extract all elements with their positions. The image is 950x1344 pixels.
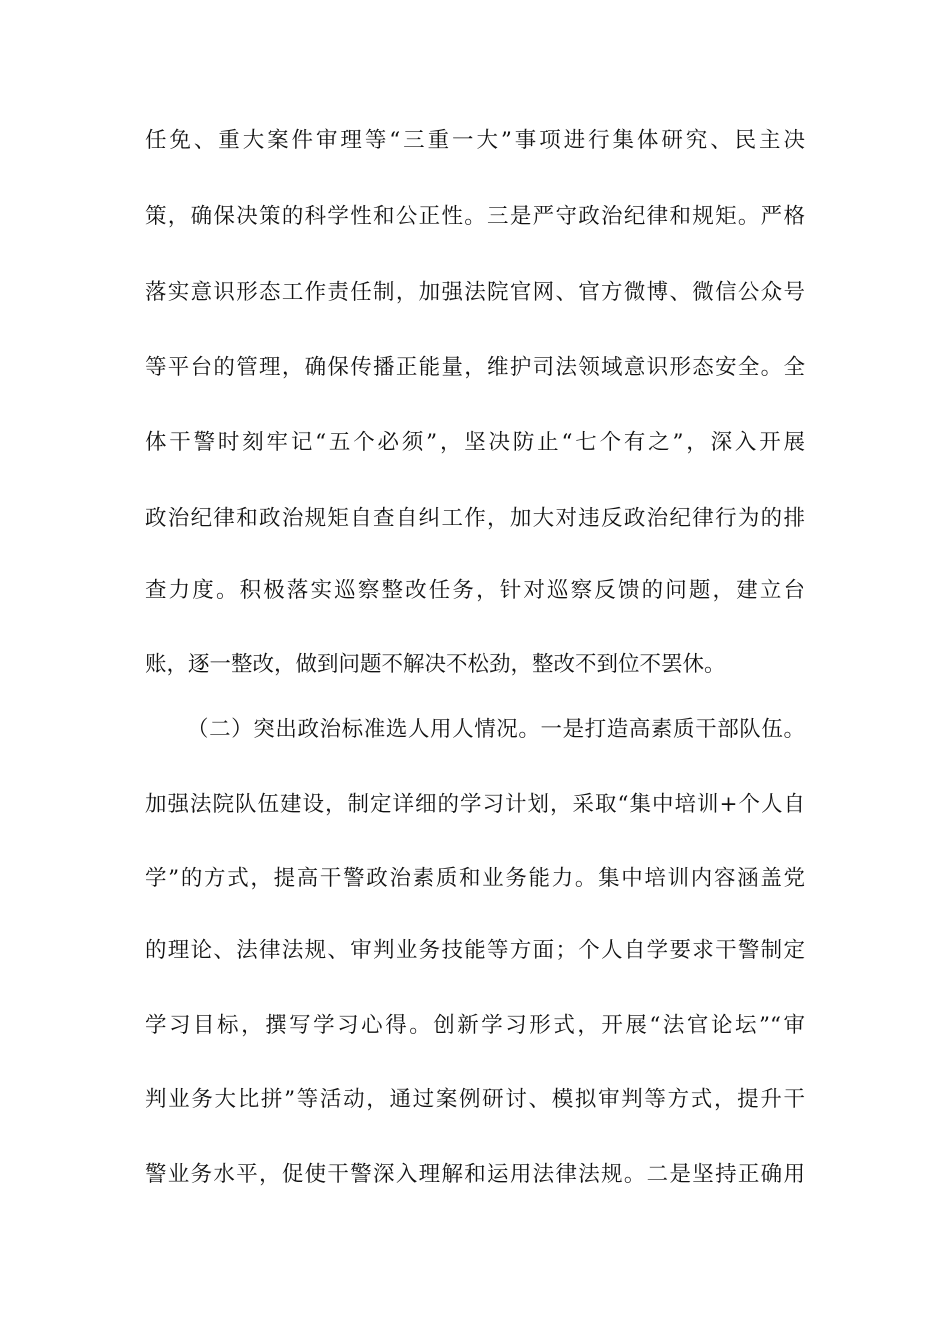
text-line: 账，逐一整改，做到问题不解决不松劲，整改不到位不罢休。 [145, 652, 726, 677]
text-line: 政治纪律和政治规矩自查自纠工作，加大对违反政治纪律行为的排 [145, 506, 805, 531]
text-line: 体干警时刻牢记“五个必须”，坚决防止“七个有之”，深入开展 [145, 430, 805, 455]
text-line: 查力度。积极落实巡察整改任务，针对巡察反馈的问题，建立台 [145, 578, 805, 603]
text-line: 任免、重大案件审理等“三重一大”事项进行集体研究、民主决 [145, 128, 805, 153]
text-line: 等平台的管理，确保传播正能量，维护司法领域意识形态安全。全 [145, 355, 805, 380]
text-line: （二）突出政治标准选人用人情况。一是打造高素质干部队伍。 [187, 717, 805, 742]
text-line: 落实意识形态工作责任制，加强法院官网、官方微博、微信公众号 [145, 280, 805, 305]
text-line: 判业务大比拼”等活动，通过案例研讨、模拟审判等方式，提升干 [145, 1087, 805, 1112]
text-line: 警业务水平，促使干警深入理解和运用法律法规。二是坚持正确用 [145, 1162, 805, 1187]
text-line: 策，确保决策的科学性和公正性。三是严守政治纪律和规矩。严格 [145, 204, 805, 229]
text-line: 学”的方式，提高干警政治素质和业务能力。集中培训内容涵盖党 [145, 866, 805, 891]
text-line: 学习目标，撰写学习心得。创新学习形式，开展“法官论坛”“审 [145, 1013, 805, 1038]
text-line: 的理论、法律法规、审判业务技能等方面；个人自学要求干警制定 [145, 938, 805, 963]
text-line: 加强法院队伍建设，制定详细的学习计划，采取“集中培训+个人自 [145, 792, 805, 817]
